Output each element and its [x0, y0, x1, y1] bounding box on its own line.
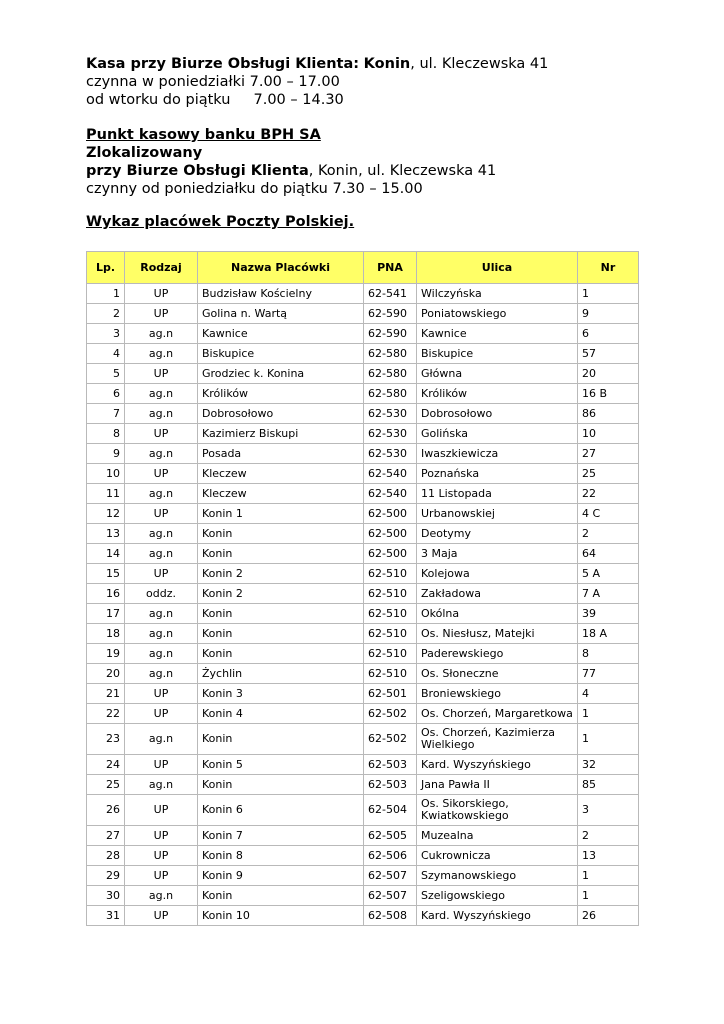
- post-heading-block: [86, 213, 354, 231]
- cell-number: 4 C: [578, 504, 639, 524]
- cell-lp: 1: [87, 284, 125, 304]
- cell-postcode: 62-510: [364, 604, 417, 624]
- cell-postcode: 62-504: [364, 795, 417, 826]
- cell-street: Okólna: [417, 604, 578, 624]
- table-row: [87, 304, 639, 324]
- cell-number: 1: [578, 866, 639, 886]
- cell-postcode: 62-501: [364, 684, 417, 704]
- cell-type: UP: [125, 906, 198, 926]
- cell-street: Os. Słoneczne: [417, 664, 578, 684]
- cell-type: UP: [125, 304, 198, 324]
- cell-number: 57: [578, 344, 639, 364]
- cell-lp: 5: [87, 364, 125, 384]
- cell-postcode: 62-510: [364, 584, 417, 604]
- cell-lp: 8: [87, 424, 125, 444]
- cell-lp: 20: [87, 664, 125, 684]
- table-row: [87, 524, 639, 544]
- cell-postcode: 62-530: [364, 424, 417, 444]
- cell-type: UP: [125, 364, 198, 384]
- cell-lp: 25: [87, 775, 125, 795]
- bank-office: przy Biurze Obsługi Klienta: [86, 163, 309, 179]
- cell-name: Kazimierz Biskupi: [198, 424, 364, 444]
- bank-info: [86, 126, 496, 198]
- cell-name: Konin: [198, 775, 364, 795]
- cell-name: Konin 5: [198, 755, 364, 775]
- cell-lp: 13: [87, 524, 125, 544]
- cell-type: UP: [125, 846, 198, 866]
- cell-name: Posada: [198, 444, 364, 464]
- cell-lp: 10: [87, 464, 125, 484]
- cell-lp: 28: [87, 846, 125, 866]
- table-row: [87, 504, 639, 524]
- table-row: [87, 344, 639, 364]
- cell-number: 6: [578, 324, 639, 344]
- cell-name: Konin: [198, 644, 364, 664]
- table-row: [87, 604, 639, 624]
- cell-type: UP: [125, 504, 198, 524]
- cashier-title-line: [86, 55, 548, 73]
- bank-title: Punkt kasowy banku BPH SA: [86, 127, 321, 143]
- cell-number: 64: [578, 544, 639, 564]
- table-row: [87, 684, 639, 704]
- cell-lp: 31: [87, 906, 125, 926]
- cell-number: 25: [578, 464, 639, 484]
- cell-name: Konin 8: [198, 846, 364, 866]
- cell-number: 2: [578, 826, 639, 846]
- cell-postcode: 62-530: [364, 444, 417, 464]
- cell-name: Golina n. Wartą: [198, 304, 364, 324]
- cell-postcode: 62-507: [364, 886, 417, 906]
- cell-type: UP: [125, 464, 198, 484]
- cell-lp: 12: [87, 504, 125, 524]
- cell-lp: 6: [87, 384, 125, 404]
- cell-name: Konin: [198, 524, 364, 544]
- cell-type: ag.n: [125, 886, 198, 906]
- cell-postcode: 62-503: [364, 775, 417, 795]
- cashier-title: Kasa przy Biurze Obsługi Klienta:: [86, 56, 360, 72]
- cell-postcode: 62-590: [364, 304, 417, 324]
- cell-name: Kleczew: [198, 464, 364, 484]
- cell-number: 20: [578, 364, 639, 384]
- cell-postcode: 62-508: [364, 906, 417, 926]
- cell-postcode: 62-510: [364, 564, 417, 584]
- cell-lp: 26: [87, 795, 125, 826]
- cell-street: 3 Maja: [417, 544, 578, 564]
- cell-street: Os. Chorzeń, Kazimierza Wielkiego: [417, 724, 578, 755]
- table-row: [87, 484, 639, 504]
- cell-number: 1: [578, 724, 639, 755]
- cell-street: Szeligowskiego: [417, 886, 578, 906]
- cell-number: 13: [578, 846, 639, 866]
- cell-postcode: 62-590: [364, 324, 417, 344]
- cell-lp: 16: [87, 584, 125, 604]
- cell-name: Kawnice: [198, 324, 364, 344]
- cell-postcode: 62-505: [364, 826, 417, 846]
- cell-type: UP: [125, 795, 198, 826]
- cell-postcode: 62-507: [364, 866, 417, 886]
- cell-street: Królików: [417, 384, 578, 404]
- table-row: [87, 584, 639, 604]
- cell-number: 85: [578, 775, 639, 795]
- cell-postcode: 62-502: [364, 724, 417, 755]
- cell-postcode: 62-510: [364, 624, 417, 644]
- table-row: [87, 384, 639, 404]
- cell-number: 32: [578, 755, 639, 775]
- table-row: [87, 775, 639, 795]
- cell-lp: 30: [87, 886, 125, 906]
- header-street: Ulica: [417, 252, 578, 284]
- cell-street: Poznańska: [417, 464, 578, 484]
- cell-type: ag.n: [125, 724, 198, 755]
- cashier-weekday-hours: [86, 91, 548, 109]
- cell-postcode: 62-540: [364, 464, 417, 484]
- cell-name: Kleczew: [198, 484, 364, 504]
- cell-type: UP: [125, 826, 198, 846]
- cell-lp: 17: [87, 604, 125, 624]
- cell-street: Os. Niesłusz, Matejki: [417, 624, 578, 644]
- cell-lp: 29: [87, 866, 125, 886]
- cell-name: Konin: [198, 604, 364, 624]
- cell-name: Konin 6: [198, 795, 364, 826]
- bank-address-line: [86, 162, 496, 180]
- cell-number: 16 B: [578, 384, 639, 404]
- header-row: [87, 252, 639, 284]
- cell-type: ag.n: [125, 604, 198, 624]
- cell-name: Dobrosołowo: [198, 404, 364, 424]
- table-row: [87, 464, 639, 484]
- cell-street: Zakładowa: [417, 584, 578, 604]
- cell-type: ag.n: [125, 324, 198, 344]
- cell-type: UP: [125, 684, 198, 704]
- cell-type: ag.n: [125, 524, 198, 544]
- cell-number: 27: [578, 444, 639, 464]
- cell-type: UP: [125, 704, 198, 724]
- bank-hours: czynny od poniedziałku do piątku 7.30 – 15.00: [86, 181, 423, 197]
- cell-lp: 15: [87, 564, 125, 584]
- cell-postcode: 62-502: [364, 704, 417, 724]
- cell-postcode: 62-506: [364, 846, 417, 866]
- cell-street: 11 Listopada: [417, 484, 578, 504]
- cell-street: Urbanowskiej: [417, 504, 578, 524]
- cell-postcode: 62-500: [364, 504, 417, 524]
- cell-name: Konin 9: [198, 866, 364, 886]
- cell-postcode: 62-580: [364, 384, 417, 404]
- cell-lp: 14: [87, 544, 125, 564]
- table-row: [87, 846, 639, 866]
- header-name: Nazwa Placówki: [198, 252, 364, 284]
- cell-postcode: 62-530: [364, 404, 417, 424]
- cell-street: Szymanowskiego: [417, 866, 578, 886]
- cell-street: Deotymy: [417, 524, 578, 544]
- cell-type: UP: [125, 564, 198, 584]
- cell-street: Muzealna: [417, 826, 578, 846]
- cell-name: Konin 1: [198, 504, 364, 524]
- cell-street: Główna: [417, 364, 578, 384]
- cell-name: Konin: [198, 886, 364, 906]
- table-row: [87, 624, 639, 644]
- cell-type: ag.n: [125, 444, 198, 464]
- table-row: [87, 724, 639, 755]
- cell-lp: 23: [87, 724, 125, 755]
- cell-type: ag.n: [125, 484, 198, 504]
- cell-lp: 24: [87, 755, 125, 775]
- post-offices-table: [86, 251, 639, 926]
- table-row: [87, 644, 639, 664]
- cell-postcode: 62-510: [364, 644, 417, 664]
- bank-address: , Konin, ul. Kleczewska 41: [308, 163, 497, 179]
- cell-number: 10: [578, 424, 639, 444]
- cell-postcode: 62-510: [364, 664, 417, 684]
- cell-number: 9: [578, 304, 639, 324]
- cell-type: UP: [125, 284, 198, 304]
- cell-number: 1: [578, 886, 639, 906]
- cell-postcode: 62-500: [364, 524, 417, 544]
- cell-name: Budzisław Kościelny: [198, 284, 364, 304]
- cell-lp: 19: [87, 644, 125, 664]
- cell-lp: 18: [87, 624, 125, 644]
- cell-postcode: 62-540: [364, 484, 417, 504]
- table-row: [87, 866, 639, 886]
- cell-name: Żychlin: [198, 664, 364, 684]
- cell-street: Cukrownicza: [417, 846, 578, 866]
- cell-number: 22: [578, 484, 639, 504]
- table-row: [87, 906, 639, 926]
- cashier-city: Konin: [363, 56, 411, 72]
- cell-lp: 21: [87, 684, 125, 704]
- cell-type: UP: [125, 755, 198, 775]
- cell-street: Kard. Wyszyńskiego: [417, 906, 578, 926]
- cell-name: Konin 7: [198, 826, 364, 846]
- cell-postcode: 62-580: [364, 364, 417, 384]
- cell-type: ag.n: [125, 624, 198, 644]
- cashier-address: , ul. Kleczewska 41: [410, 56, 549, 72]
- cashier-info: [86, 55, 548, 109]
- cell-street: Broniewskiego: [417, 684, 578, 704]
- table-row: [87, 664, 639, 684]
- cashier-weekday-days: od wtorku do piątku: [86, 92, 231, 108]
- cell-name: Konin 3: [198, 684, 364, 704]
- cell-name: Konin: [198, 724, 364, 755]
- cell-street: Os. Chorzeń, Margaretkowa: [417, 704, 578, 724]
- cell-number: 4: [578, 684, 639, 704]
- cell-name: Konin 2: [198, 564, 364, 584]
- cell-number: 26: [578, 906, 639, 926]
- cell-street: Os. Sikorskiego, Kwiatkowskiego: [417, 795, 578, 826]
- cell-postcode: 62-500: [364, 544, 417, 564]
- cell-type: ag.n: [125, 664, 198, 684]
- table-row: [87, 704, 639, 724]
- cell-number: 39: [578, 604, 639, 624]
- table-row: [87, 826, 639, 846]
- cell-street: Kolejowa: [417, 564, 578, 584]
- cell-postcode: 62-503: [364, 755, 417, 775]
- cell-street: Iwaszkiewicza: [417, 444, 578, 464]
- table-row: [87, 755, 639, 775]
- cell-lp: 11: [87, 484, 125, 504]
- cell-number: 18 A: [578, 624, 639, 644]
- cell-postcode: 62-541: [364, 284, 417, 304]
- header-postcode: PNA: [364, 252, 417, 284]
- bank-located: Zlokalizowany: [86, 145, 203, 161]
- cell-name: Konin 10: [198, 906, 364, 926]
- cell-street: Kard. Wyszyńskiego: [417, 755, 578, 775]
- table-row: [87, 364, 639, 384]
- cell-street: Golińska: [417, 424, 578, 444]
- table-row: [87, 564, 639, 584]
- header-type: Rodzaj: [125, 252, 198, 284]
- cell-type: ag.n: [125, 544, 198, 564]
- cell-type: ag.n: [125, 404, 198, 424]
- cell-number: 7 A: [578, 584, 639, 604]
- table-row: [87, 404, 639, 424]
- cashier-monday-hours: czynna w poniedziałki 7.00 – 17.00: [86, 74, 340, 90]
- cell-name: Królików: [198, 384, 364, 404]
- cell-type: oddz.: [125, 584, 198, 604]
- cell-street: Jana Pawła II: [417, 775, 578, 795]
- cell-name: Grodziec k. Konina: [198, 364, 364, 384]
- cell-street: Paderewskiego: [417, 644, 578, 664]
- cell-number: 8: [578, 644, 639, 664]
- cell-lp: 4: [87, 344, 125, 364]
- cell-postcode: 62-580: [364, 344, 417, 364]
- cell-number: 86: [578, 404, 639, 424]
- cell-type: ag.n: [125, 775, 198, 795]
- table-header: [87, 252, 639, 284]
- table-row: [87, 444, 639, 464]
- cell-type: ag.n: [125, 344, 198, 364]
- table-row: [87, 424, 639, 444]
- header-lp: Lp.: [87, 252, 125, 284]
- table-row: [87, 284, 639, 304]
- cell-lp: 22: [87, 704, 125, 724]
- cell-number: 3: [578, 795, 639, 826]
- cell-number: 2: [578, 524, 639, 544]
- cell-name: Konin 4: [198, 704, 364, 724]
- cell-street: Wilczyńska: [417, 284, 578, 304]
- cell-street: Dobrosołowo: [417, 404, 578, 424]
- cell-name: Konin: [198, 544, 364, 564]
- table-row: [87, 324, 639, 344]
- cell-type: UP: [125, 866, 198, 886]
- cell-lp: 7: [87, 404, 125, 424]
- cell-type: ag.n: [125, 384, 198, 404]
- cell-number: 5 A: [578, 564, 639, 584]
- cashier-weekday-time: 7.00 – 14.30: [253, 92, 344, 108]
- cell-name: Konin: [198, 624, 364, 644]
- cell-street: Kawnice: [417, 324, 578, 344]
- cell-number: 77: [578, 664, 639, 684]
- header-number: Nr: [578, 252, 639, 284]
- cell-street: Biskupice: [417, 344, 578, 364]
- post-offices-heading: Wykaz placówek Poczty Polskiej.: [86, 214, 355, 230]
- cell-name: Konin 2: [198, 584, 364, 604]
- table-row: [87, 544, 639, 564]
- table-row: [87, 795, 639, 826]
- cell-type: ag.n: [125, 644, 198, 664]
- cell-number: 1: [578, 704, 639, 724]
- cell-number: 1: [578, 284, 639, 304]
- cell-lp: 9: [87, 444, 125, 464]
- cell-type: UP: [125, 424, 198, 444]
- cell-name: Biskupice: [198, 344, 364, 364]
- cell-street: Poniatowskiego: [417, 304, 578, 324]
- cell-lp: 3: [87, 324, 125, 344]
- cell-lp: 27: [87, 826, 125, 846]
- cell-lp: 2: [87, 304, 125, 324]
- table-body: [87, 284, 639, 926]
- table-row: [87, 886, 639, 906]
